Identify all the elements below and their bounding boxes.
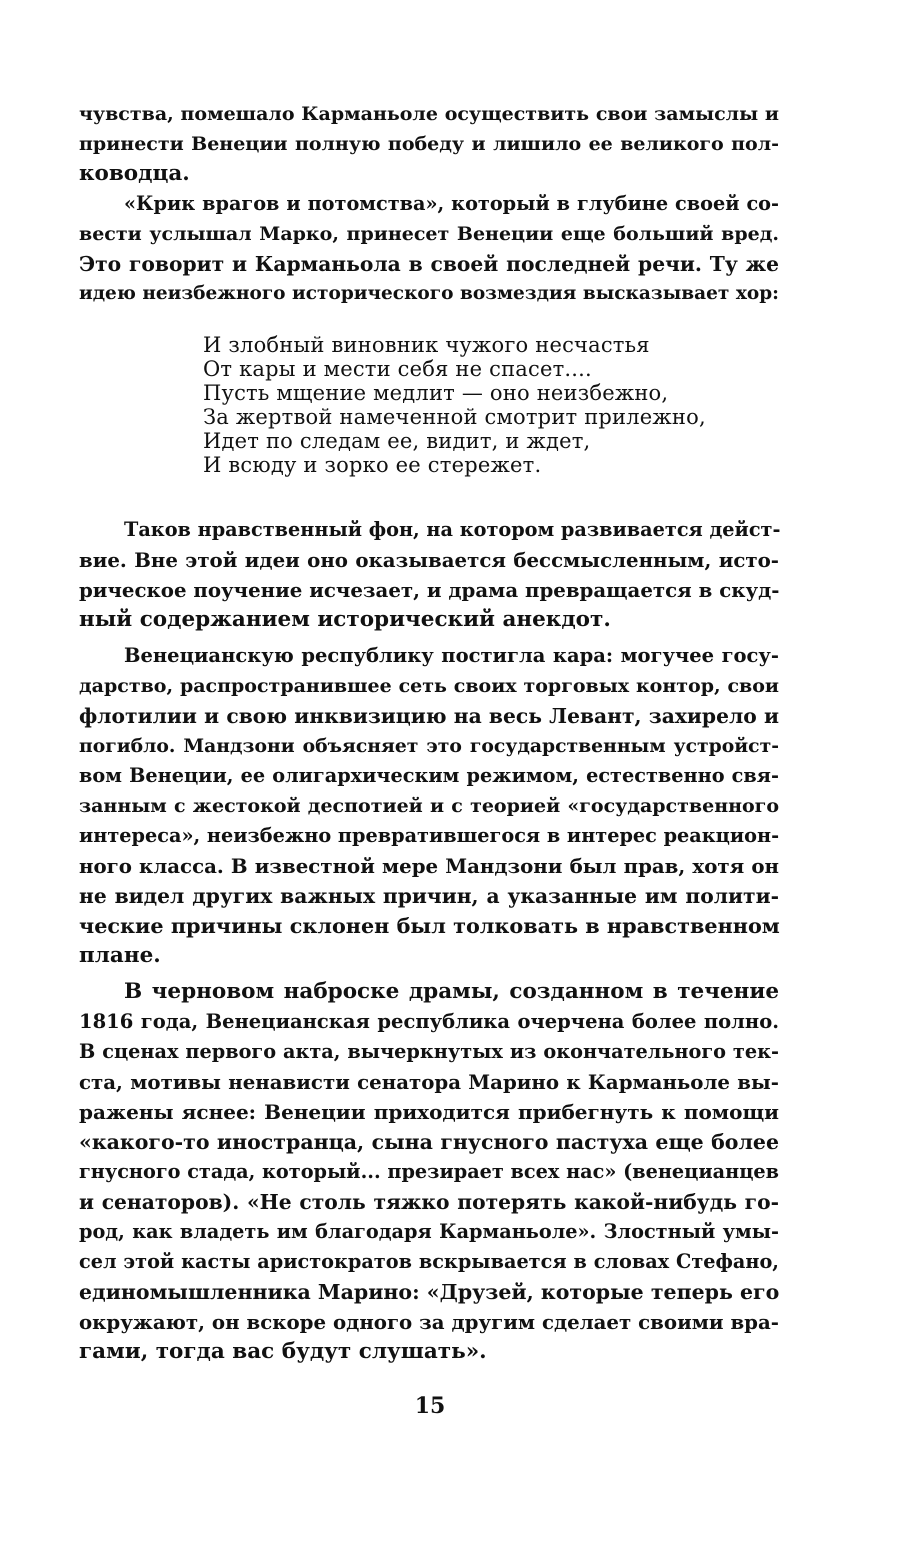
verse-line-3: Пусть мщение медлит — оно неизбежно, (203, 381, 669, 405)
paragraph-4-line-11: плане. (79, 943, 161, 968)
paragraph-5-line-3: В сценах первого акта, вычеркнутых из окончательного тек- (79, 1040, 779, 1063)
paragraph-3-line-2: вие. Вне этой идеи оно оказывается бессмысленным, исто- (79, 548, 779, 572)
paragraph-2-line-2: вести услышал Марко, принесет Венеции еще больший вред. (79, 223, 779, 245)
verse-line-5: Идет по следам ее, видит, и ждет, (203, 429, 591, 453)
paragraph-4-line-9: не видел других важных причин, а указанные им полити- (79, 884, 779, 908)
paragraph-5-line-1: В черновом наброске драмы, созданном в течение (124, 979, 779, 1004)
paragraph-4-line-7: интереса», неизбежно превратившегося в интерес реакцион- (79, 824, 780, 847)
paragraph-3-line-4: ный содержанием исторический анекдот. (79, 607, 611, 632)
paragraph-5-line-13: гами, тогда вас будут слушать». (79, 1339, 487, 1364)
verse-line-6: И всюду и зорко ее стережет. (203, 453, 542, 477)
page-number: 15 (414, 1393, 446, 1419)
paragraph-5-line-6: «какого-то иностранца, сына гнусного пастуха еще более (79, 1130, 779, 1154)
paragraph-4-line-10: ческие причины склонен был толковать в нравственном (79, 914, 780, 938)
paragraph-4-line-2: дарство, распространившее сеть своих торговых контор, свои (79, 675, 779, 697)
paragraph-5-line-8: и сенаторов). «Не столь тяжко потерять какой-нибудь го- (79, 1190, 779, 1214)
paragraph-1-line-2: принести Венеции полную победу и лишило ее великого пол- (79, 133, 779, 155)
paragraph-3-line-1: Таков нравственный фон, на котором развивается дейст- (124, 518, 781, 541)
paragraph-1-line-3: ководца. (79, 161, 190, 186)
paragraph-5-line-9: род, как владеть им благодаря Карманьоле». Злостный умы- (79, 1220, 779, 1243)
paragraph-5-line-4: ста, мотивы ненависти сенатора Марино к Карманьоле вы- (79, 1070, 779, 1094)
paragraph-4-line-1: Венецианскую республику постигла кара: могучее госу- (124, 644, 779, 667)
verse-line-1: И злобный виновник чужого несчастья (203, 333, 650, 357)
paragraph-5-line-5: ражены яснее: Венеции приходится прибегнуть к помощи (79, 1100, 779, 1124)
paragraph-5-line-11: единомышленника Марино: «Друзей, которые теперь его (79, 1280, 780, 1304)
paragraph-4-line-3: флотилии и свою инквизицию на весь Левант, захирело и (79, 704, 779, 728)
verse-line-4: За жертвой намеченной смотрит прилежно, (203, 405, 706, 429)
paragraph-5-line-7: гнусного стада, который... презирает всех нас» (венецианцев (79, 1160, 780, 1183)
paragraph-4-line-8: ного класса. В известной мере Мандзони был прав, хотя он (79, 854, 779, 878)
paragraph-4-line-6: занным с жестокой деспотией и с теорией «государственного (79, 795, 779, 817)
paragraph-5-line-12: окружают, он вскоре одного за другим сделает своими вра- (79, 1310, 779, 1334)
paragraph-1-line-1: чувства, помешало Карманьоле осуществить свои замыслы и (79, 103, 779, 125)
verse-line-2: От кары и мести себя не спасет.... (203, 357, 592, 381)
paragraph-2-line-4: идею неизбежного исторического возмездия высказывает хор: (79, 283, 779, 304)
paragraph-2-line-3: Это говорит и Карманьола в своей последней речи. Ту же (79, 252, 779, 276)
paragraph-4-line-4: погибло. Мандзони объясняет это государственным устройст- (79, 735, 779, 757)
paragraph-5-line-2: 1816 года, Венецианская республика очерчена более полно. (79, 1010, 779, 1033)
paragraph-4-line-5: вом Венеции, ее олигархическим режимом, естественно свя- (79, 764, 779, 787)
paragraph-5-line-10: сел этой касты аристократов вскрывается в словах Стефано, (79, 1250, 779, 1273)
paragraph-3-line-3: рическое поучение исчезает, и драма превращается в скуд- (79, 578, 780, 602)
paragraph-2-line-1: «Крик врагов и потомства», который в глубине своей со- (124, 192, 779, 215)
